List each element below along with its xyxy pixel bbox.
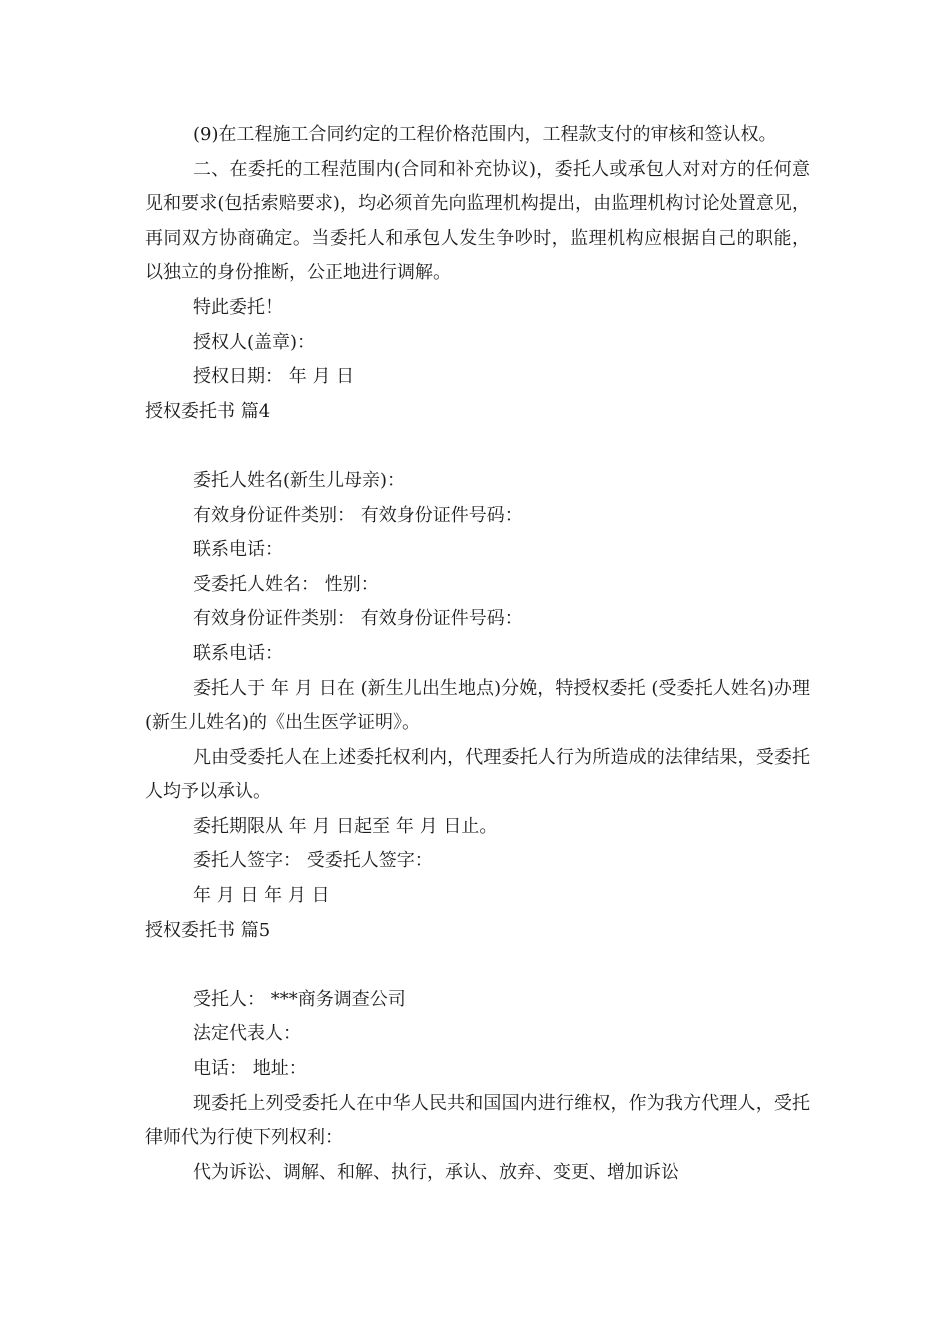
section5-line: 受托人： ***商务调查公司 bbox=[193, 988, 406, 1010]
paragraph-item-9: (9)在工程施工合同约定的工程价格范围内，工程款支付的审核和签认权。 bbox=[193, 124, 777, 145]
section4-line: 有效身份证件类别： 有效身份证件号码： bbox=[193, 504, 523, 526]
document-page bbox=[145, 118, 810, 1190]
section4-line: 联系电话： bbox=[193, 539, 283, 561]
section4-line: 委托人姓名(新生儿母亲)： bbox=[193, 469, 406, 491]
section5-line: 法定代表人： bbox=[193, 1023, 301, 1045]
section-heading-5: 授权委托书 篇5 bbox=[145, 919, 271, 941]
paragraph-closing: 特此委托！ bbox=[193, 296, 283, 318]
authorizer-seal-line: 授权人(盖章)： bbox=[193, 331, 316, 353]
authorization-date-line: 授权日期： 年 月 日 bbox=[193, 366, 355, 388]
section4-line: 凡由受委托人在上述委托权利内，代理委托人行为所造成的法律结果，受委托人均予以承认。 bbox=[145, 746, 810, 803]
section4-line: 委托人签字： 受委托人签字： bbox=[193, 850, 433, 872]
section4-line: 有效身份证件类别： 有效身份证件号码： bbox=[193, 608, 523, 630]
section5-line: 电话： 地址： bbox=[193, 1058, 307, 1080]
section4-line: 联系电话： bbox=[193, 642, 283, 664]
section5-line: 代为诉讼、调解、和解、执行，承认、放弃、变更、增加诉讼 bbox=[193, 1161, 679, 1183]
section5-line: 现委托上列受委托人在中华人民共和国国内进行维权，作为我方代理人，受托律师代为行使下列权利： bbox=[145, 1092, 810, 1149]
section-heading-4: 授权委托书 篇4 bbox=[145, 400, 271, 422]
section4-line: 受委托人姓名： 性别： bbox=[193, 573, 379, 595]
section4-line: 委托人于 年 月 日在 (新生儿出生地点)分娩，特授权委托 (受委托人姓名)办理(新生儿姓名)的《出生医学证明》。 bbox=[145, 677, 810, 734]
paragraph-dispute-clause: 二、在委托的工程范围内(合同和补充协议)，委托人或承包人对对方的任何意见和要求(包括索赔要求)，均必须首先向监理机构提出，由监理机构讨论处置意见，再同双方协商确定。当委托人和承包人发生争吵时，监理机构应根据自己的职能，以独立的身份推断，公正地进行调解。 bbox=[145, 158, 810, 284]
section4-line: 年 月 日 年 月 日 bbox=[193, 885, 330, 907]
section4-line: 委托期限从 年 月 日起至 年 月 日止。 bbox=[193, 815, 498, 837]
